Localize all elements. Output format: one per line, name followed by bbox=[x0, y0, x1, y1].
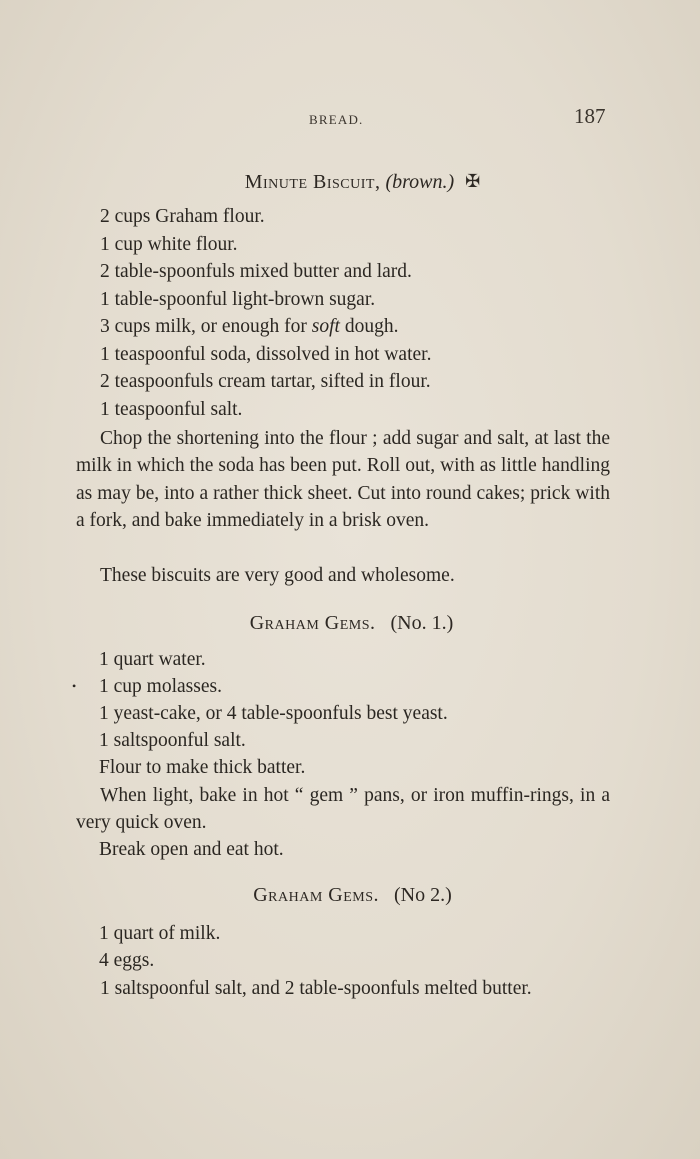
recipe-directions: 1 saltspoonful salt, and 2 table-spoonfuls melted butter. bbox=[100, 978, 532, 999]
recipe-title-suffix: (No. 1.) bbox=[390, 612, 454, 634]
running-head: BREAD. bbox=[309, 112, 364, 127]
ingredient-line: 4 eggs. bbox=[99, 950, 155, 971]
ingredient-line bbox=[100, 317, 398, 337]
recipe-title-text: Graham Gems. bbox=[249, 612, 376, 634]
ingredient-line: 2 table-spoonfuls mixed butter and lard. bbox=[100, 261, 412, 282]
recipe-directions: Chop the shortening into the flour ; add sugar and salt, at last the milk in which the soda has been put. Roll out, with as little handling as may be, into a rather thick sheet. Cut into round cakes; prick with a fork, and bake immediately in a brisk oven. bbox=[76, 428, 610, 531]
recipe-note: Break open and eat hot. bbox=[99, 839, 284, 860]
maltese-cross-icon: ✠ bbox=[465, 171, 481, 191]
ingredient-italic: soft bbox=[311, 316, 340, 337]
ingredient-line: 1 teaspoonful soda, dissolved in hot water. bbox=[100, 344, 432, 365]
ingredient-line: 1 cup molasses. bbox=[99, 676, 222, 697]
ingredient-line: 1 quart water. bbox=[99, 649, 206, 670]
ingredient-text: 3 cups milk, or enough for bbox=[100, 316, 307, 337]
ingredient-line: Flour to make thick batter. bbox=[99, 757, 306, 778]
recipe-title-minute-biscuit bbox=[0, 171, 700, 194]
recipe-title-suffix: (brown.) bbox=[385, 171, 455, 193]
recipe-title-graham-gems-1 bbox=[0, 612, 700, 635]
recipe-title-text: Graham Gems. bbox=[253, 884, 380, 906]
recipe-directions: When light, bake in hot “ gem ” pans, or iron muffin-rings, in a very quick oven. bbox=[76, 785, 610, 834]
ingredient-text-end: dough. bbox=[339, 316, 399, 337]
recipe-note: These biscuits are very good and wholesome. bbox=[100, 565, 455, 586]
ingredient-line: 1 cup white flour. bbox=[100, 234, 238, 255]
recipe-title-graham-gems-2 bbox=[0, 884, 700, 907]
ingredient-line: 1 yeast-cake, or 4 table-spoonfuls best yeast. bbox=[99, 703, 448, 724]
recipe-title-text: Minute Biscuit, bbox=[244, 171, 381, 193]
ink-speck: • bbox=[72, 679, 77, 693]
ingredient-line: 1 saltspoonful salt. bbox=[99, 730, 246, 751]
ingredient-line: 2 cups Graham flour. bbox=[100, 206, 265, 227]
page-number: 187 bbox=[574, 104, 606, 128]
recipe-title-suffix: (No 2.) bbox=[394, 884, 452, 906]
ingredient-line: 1 table-spoonful light-brown sugar. bbox=[100, 289, 376, 310]
ingredient-line: 1 quart of milk. bbox=[99, 923, 221, 944]
ingredient-line: 1 teaspoonful salt. bbox=[100, 399, 243, 420]
ingredient-line: 2 teaspoonfuls cream tartar, sifted in flour. bbox=[100, 371, 431, 392]
